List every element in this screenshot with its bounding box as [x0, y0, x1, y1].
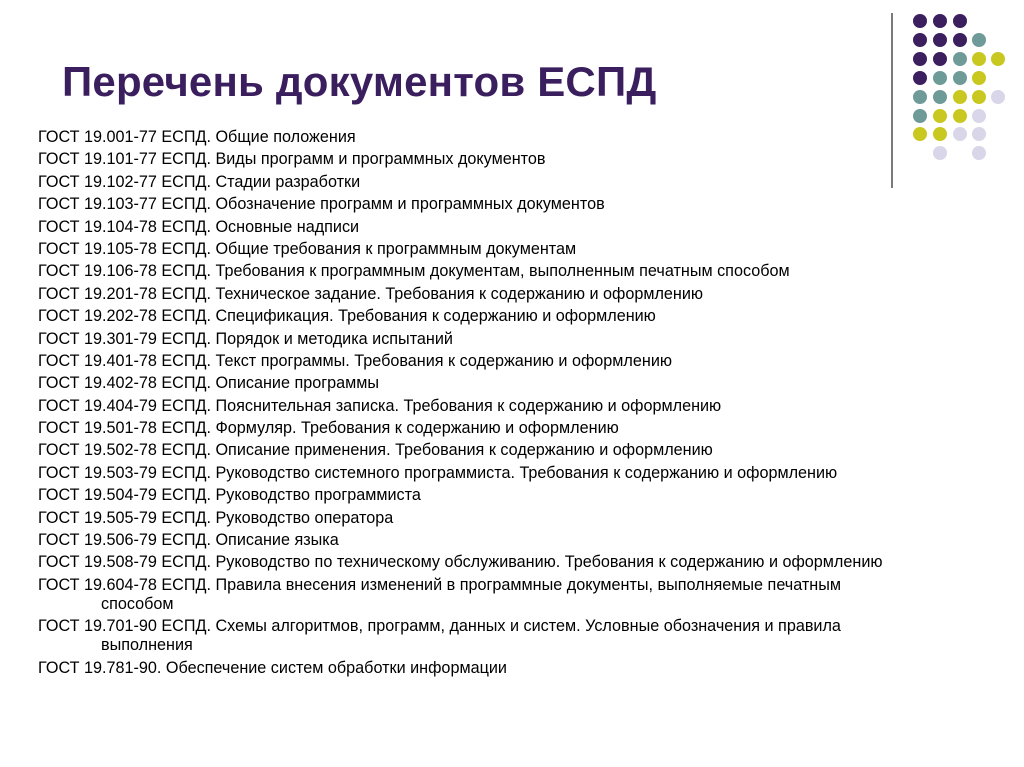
decorative-dot [953, 71, 967, 85]
decorative-dot [972, 146, 986, 160]
list-item: ГОСТ 19.105-78 ЕСПД. Общие требования к программным документам [38, 239, 577, 258]
decorative-dot [953, 90, 967, 104]
decorative-dot [972, 90, 986, 104]
list-item: ГОСТ 19.701-90 ЕСПД. Схемы алгоритмов, программ, данных и систем. Условные обозначения и правила выполнения [38, 617, 841, 655]
list-item: ГОСТ 19.401-78 ЕСПД. Текст программы. Требования к содержанию и оформлению [38, 351, 672, 370]
decorative-dot [933, 52, 947, 66]
list-item: ГОСТ 19.505-79 ЕСПД. Руководство оператора [38, 508, 394, 527]
decorative-dot [972, 52, 986, 66]
decorative-dot [933, 127, 947, 141]
decorative-dot [972, 109, 986, 123]
list-item: ГОСТ 19.301-79 ЕСПД. Порядок и методика испытаний [38, 329, 453, 348]
decorative-dot [953, 33, 967, 47]
decorative-dot [933, 109, 947, 123]
list-item: ГОСТ 19.604-78 ЕСПД. Правила внесения изменений в программные документы, выполняемые печатным способом [38, 575, 841, 613]
document-list [38, 128, 908, 681]
decorative-dot [913, 14, 927, 28]
decorative-dot [913, 71, 927, 85]
decorative-dot [913, 33, 927, 47]
list-item: ГОСТ 19.001-77 ЕСПД. Общие положения [38, 128, 356, 146]
decorative-dot [972, 127, 986, 141]
list-item: ГОСТ 19.201-78 ЕСПД. Техническое задание. Требования к содержанию и оформлению [38, 284, 704, 303]
list-item: ГОСТ 19.503-79 ЕСПД. Руководство системного программиста. Требования к содержанию и оформлению [38, 463, 838, 482]
decorative-dot [933, 146, 947, 160]
decorative-dot [913, 90, 927, 104]
decorative-dot [913, 127, 927, 141]
decorative-dot [913, 52, 927, 66]
decorative-dot [991, 52, 1005, 66]
decorative-dot [933, 33, 947, 47]
decorative-dot [953, 14, 967, 28]
decorative-dot [972, 33, 986, 47]
list-item: ГОСТ 19.506-79 ЕСПД. Описание языка [38, 531, 339, 550]
list-item: ГОСТ 19.404-79 ЕСПД. Пояснительная записка. Требования к содержанию и оформлению [38, 396, 722, 415]
decorative-dot [933, 14, 947, 28]
decorative-dot [953, 52, 967, 66]
slide-title: Перечень документов ЕСПД [62, 58, 657, 105]
list-item: ГОСТ 19.104-78 ЕСПД. Основные надписи [38, 217, 360, 236]
list-item: ГОСТ 19.103-77 ЕСПД. Обозначение программ и программных документов [38, 195, 605, 214]
list-item: ГОСТ 19.502-78 ЕСПД. Описание применения. Требования к содержанию и оформлению [38, 441, 713, 460]
list-item: ГОСТ 19.402-78 ЕСПД. Описание программы [38, 374, 380, 393]
decorative-dot [953, 127, 967, 141]
decorative-dot [953, 109, 967, 123]
list-item: ГОСТ 19.781-90. Обеспечение систем обработки информации [38, 658, 507, 677]
decorative-dot [972, 71, 986, 85]
list-item: ГОСТ 19.501-78 ЕСПД. Формуляр. Требования к содержанию и оформлению [38, 419, 619, 438]
list-item: ГОСТ 19.508-79 ЕСПД. Руководство по техническому обслуживанию. Требования к содержанию и оформлению [38, 553, 883, 572]
decorative-dot [933, 71, 947, 85]
list-item: ГОСТ 19.504-79 ЕСПД. Руководство программиста [38, 486, 421, 505]
decorative-dot [913, 109, 927, 123]
list-item: ГОСТ 19.106-78 ЕСПД. Требования к программным документам, выполненным печатным способом [38, 262, 790, 281]
list-item: ГОСТ 19.102-77 ЕСПД. Стадии разработки [38, 172, 361, 191]
decorative-dot [933, 90, 947, 104]
decorative-dot [991, 90, 1005, 104]
list-item: ГОСТ 19.202-78 ЕСПД. Спецификация. Требования к содержанию и оформлению [38, 307, 656, 326]
list-item: ГОСТ 19.101-77 ЕСПД. Виды программ и программных документов [38, 150, 546, 169]
